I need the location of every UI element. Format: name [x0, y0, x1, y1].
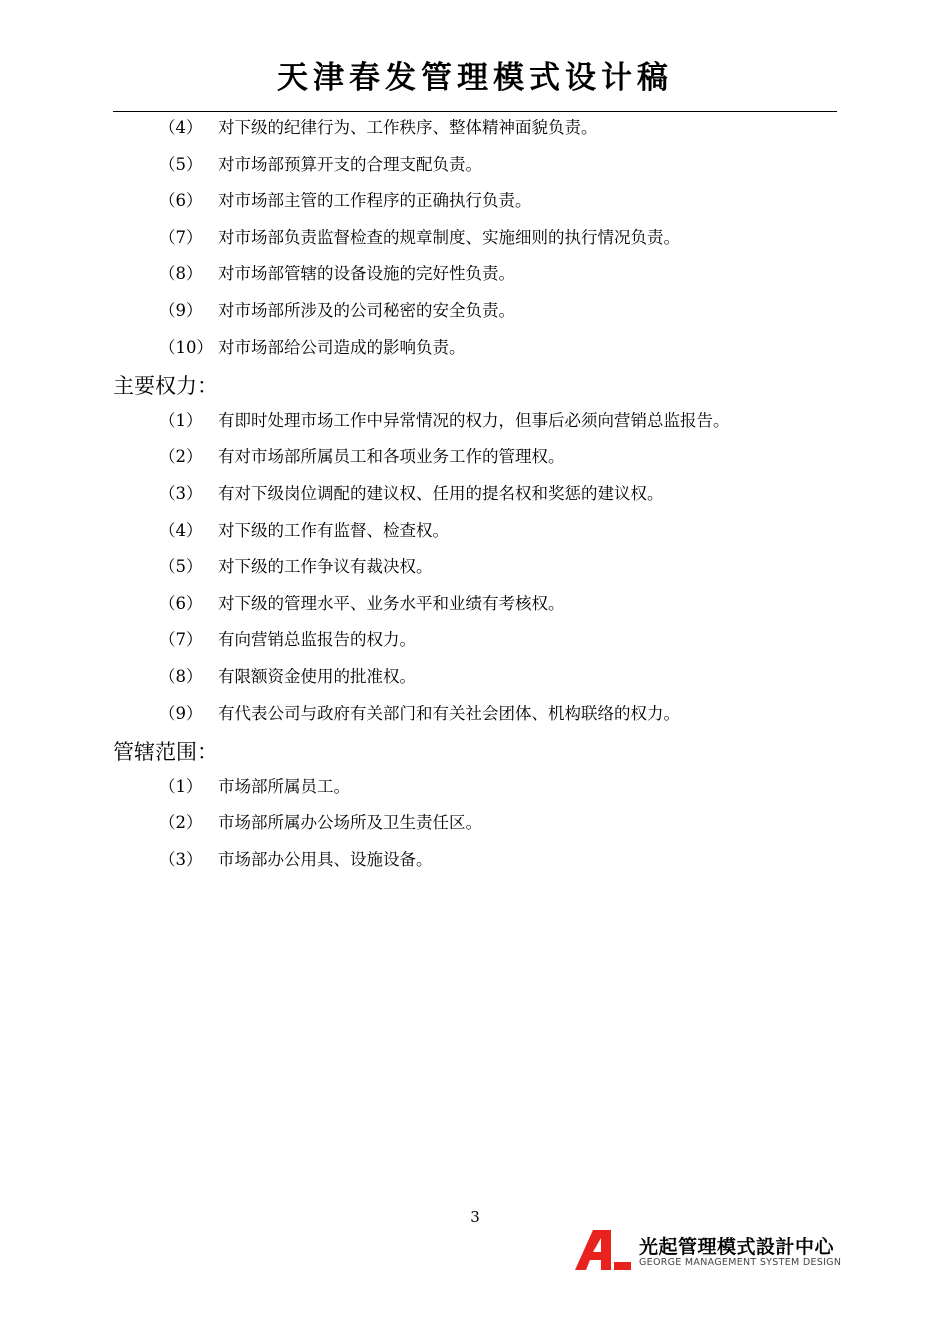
- item-number: （3）: [159, 849, 203, 869]
- item-text: 有向营销总监报告的权力。: [218, 630, 416, 650]
- scope-list: [113, 771, 837, 881]
- item-text: 对下级的工作有监督、检查权。: [218, 520, 449, 540]
- item-text: 有限额资金使用的批准权。: [218, 666, 416, 686]
- item-text: 对市场部所涉及的公司秘密的安全负责。: [218, 300, 515, 320]
- item-text: 对下级的工作争议有裁决权。: [218, 557, 433, 577]
- item-number: （5）: [159, 154, 203, 174]
- item-text: 有对市场部所属员工和各项业务工作的管理权。: [218, 447, 565, 467]
- item-number: （2）: [159, 447, 203, 467]
- item-text: 对市场部管辖的设备设施的完好性负责。: [218, 264, 515, 284]
- document-title: 天津春发管理模式设计稿: [277, 60, 673, 96]
- item-number: （7）: [159, 227, 203, 247]
- list-item: [113, 588, 837, 625]
- list-item: [113, 112, 837, 149]
- page-number: 3: [470, 1208, 480, 1226]
- logo-a-icon: [575, 1230, 631, 1270]
- item-number: （3）: [159, 483, 203, 503]
- item-text: 对下级的管理水平、业务水平和业绩有考核权。: [218, 593, 565, 613]
- list-item: [113, 295, 837, 332]
- list-item: [113, 222, 837, 259]
- item-text: 对市场部主管的工作程序的正确执行负责。: [218, 191, 532, 211]
- powers-list: [113, 405, 837, 734]
- item-number: （8）: [159, 264, 203, 284]
- item-number: （6）: [159, 191, 203, 211]
- logo-arrow-shape: [614, 1262, 631, 1270]
- list-item: [113, 441, 837, 478]
- item-text: 对市场部给公司造成的影响负责。: [218, 337, 466, 357]
- list-item: [113, 844, 837, 881]
- item-number: （9）: [159, 300, 203, 320]
- item-number: （6）: [159, 593, 203, 613]
- list-item: [113, 551, 837, 588]
- list-item: [113, 185, 837, 222]
- scope-heading: 管辖范围：: [113, 740, 218, 765]
- item-number: （9）: [159, 703, 203, 723]
- list-item: [113, 478, 837, 515]
- item-text: 对市场部负责监督检查的规章制度、实施细则的执行情况负责。: [218, 227, 680, 247]
- logo-subtitle: GEORGE MANAGEMENT SYSTEM DESIGN: [639, 1257, 842, 1268]
- item-text: 有即时处理市场工作中异常情况的权力，但事后必须向营销总监报告。: [218, 410, 730, 430]
- item-number: （4）: [159, 118, 203, 137]
- item-text: 市场部所属员工。: [218, 776, 350, 796]
- logo-a-shape: [575, 1230, 611, 1270]
- list-item: [113, 624, 837, 661]
- list-item: [113, 332, 837, 369]
- item-text: 有代表公司与政府有关部门和有关社会团体、机构联络的权力。: [218, 703, 680, 723]
- item-number: （10）: [159, 337, 213, 357]
- list-item: [113, 661, 837, 698]
- company-logo: [575, 1228, 840, 1272]
- item-number: （7）: [159, 630, 203, 650]
- item-number: （1）: [159, 776, 203, 796]
- logo-name: 光起管理模式設計中心: [639, 1236, 835, 1258]
- list-item: [113, 149, 837, 186]
- item-text: 市场部所属办公场所及卫生责任区。: [218, 813, 482, 833]
- item-number: （1）: [159, 410, 203, 430]
- item-text: 对市场部预算开支的合理支配负责。: [218, 154, 482, 174]
- list-item: [113, 807, 837, 844]
- list-item: [113, 698, 837, 735]
- item-text: 对下级的纪律行为、工作秩序、整体精神面貌负责。: [218, 118, 598, 137]
- responsibilities-list: [113, 112, 837, 368]
- item-number: （8）: [159, 666, 203, 686]
- item-number: （2）: [159, 813, 203, 833]
- item-text: 有对下级岗位调配的建议权、任用的提名权和奖惩的建议权。: [218, 483, 664, 503]
- list-item: [113, 405, 837, 442]
- item-text: 市场部办公用具、设施设备。: [218, 849, 433, 869]
- list-item: [113, 258, 837, 295]
- item-number: （5）: [159, 557, 203, 577]
- item-number: （4）: [159, 520, 203, 540]
- list-item: [113, 515, 837, 552]
- document-body: [113, 112, 837, 880]
- list-item: [113, 771, 837, 808]
- powers-heading: 主要权力：: [113, 374, 218, 399]
